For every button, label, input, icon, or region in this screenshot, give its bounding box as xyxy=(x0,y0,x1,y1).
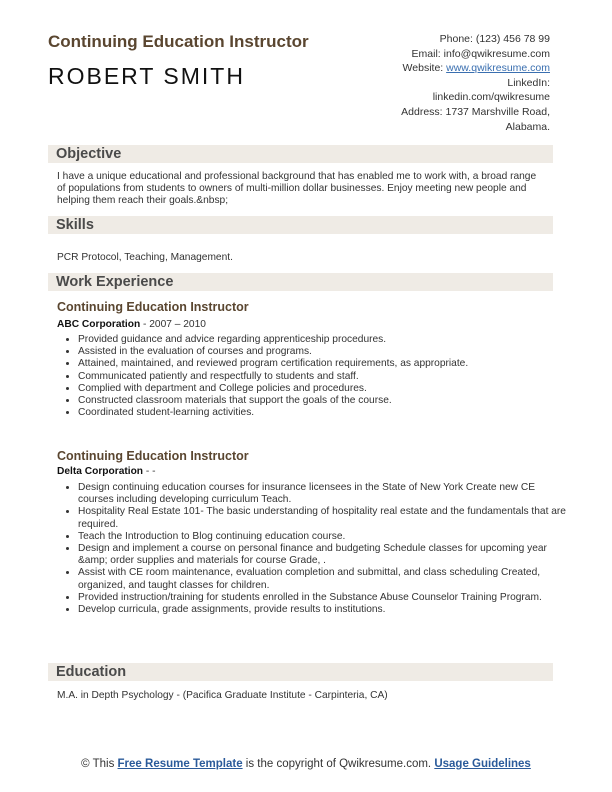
contact-email xyxy=(320,47,550,62)
job-company-line-1 xyxy=(57,319,206,330)
list-item: • Teach the Introduction to Blog continuing education course. xyxy=(78,531,568,543)
list-item: • Design continuing education courses for insurance licensees in the State of New York Create new CE courses including developing curriculum Teach. xyxy=(78,482,568,506)
job-dates-1: - 2007 – 2010 xyxy=(140,319,206,330)
free-resume-template-link[interactable]: Free Resume Template xyxy=(117,758,243,770)
footer-middle: is the copyright of Qwikresume.com. xyxy=(242,758,435,770)
phone-label: Phone: xyxy=(439,33,473,45)
list-item: • Attained, maintained, and reviewed program certification requirements, as appropriate. xyxy=(78,358,568,370)
job-title-2: Continuing Education Instructor xyxy=(57,449,249,463)
work-experience-section-header xyxy=(48,273,553,291)
education-text: M.A. in Depth Psychology - (Pacifica Graduate Institute - Carpinteria, CA) xyxy=(57,690,388,701)
contact-phone xyxy=(320,32,550,47)
footer-prefix: © This xyxy=(81,758,118,770)
website-link[interactable]: www.qwikresume.com xyxy=(446,62,550,75)
list-item: • Provided instruction/training for students enrolled in the Substance Abuse Counselor Training Program. xyxy=(78,592,568,604)
job-bullets-1 xyxy=(57,334,568,419)
list-item: • Assist with CE room maintenance, evaluation completion and submittal, and class scheduling Created, organized, and taught classes for children. xyxy=(78,567,568,591)
list-item: • Hospitality Real Estate 101- The basic understanding of hospitality real estate and the fundamentals that are required. xyxy=(78,506,568,530)
skills-heading: Skills xyxy=(56,217,94,233)
work-experience-heading: Work Experience xyxy=(56,274,174,290)
list-item: • Constructed classroom materials that support the goals of the course. xyxy=(78,395,568,407)
header-job-title: Continuing Education Instructor xyxy=(48,32,309,51)
contact-website xyxy=(320,61,550,76)
list-item: • Provided guidance and advice regarding apprenticeship procedures. xyxy=(78,334,568,346)
contact-linkedin-label: LinkedIn: xyxy=(507,76,550,89)
job-company-2: Delta Corporation xyxy=(57,466,144,477)
website-label: Website: xyxy=(402,62,444,75)
objective-section-header xyxy=(48,145,553,163)
phone-value: (123) 456 78 99 xyxy=(475,33,550,45)
list-item: • Assisted in the evaluation of courses and programs. xyxy=(78,346,568,358)
contact-address-line2: Alabama. xyxy=(505,120,550,133)
email-value: info@qwikresume.com xyxy=(443,47,550,60)
list-item: • Communicated patiently and respectfully to students and staff. xyxy=(78,371,568,383)
objective-heading: Objective xyxy=(56,146,122,162)
skills-section-header xyxy=(48,216,553,234)
education-heading: Education xyxy=(56,664,127,680)
usage-guidelines-link[interactable]: Usage Guidelines xyxy=(434,758,531,770)
job-bullets-2 xyxy=(57,482,568,616)
contact-address xyxy=(320,105,550,120)
skills-text: PCR Protocol, Teaching, Management. xyxy=(57,252,233,263)
job-company-line-2 xyxy=(57,466,156,477)
job-company-1: ABC Corporation xyxy=(57,319,141,330)
copyright-footer xyxy=(60,757,552,771)
contact-linkedin: linkedin.com/qwikresume xyxy=(432,91,550,104)
list-item: • Coordinated student-learning activities. xyxy=(78,407,568,419)
education-section-header xyxy=(48,663,553,681)
contact-block xyxy=(320,32,550,134)
address-line1: 1737 Marshville Road, xyxy=(445,105,550,118)
list-item: • Design and implement a course on personal finance and budgeting Schedule classes for upcoming year &amp; order supplies and materials for course Grade, . xyxy=(78,543,568,567)
email-label: Email: xyxy=(411,47,441,60)
candidate-name: ROBERT SMITH xyxy=(48,63,245,89)
objective-text: I have a unique educational and professional background that has enabled me to work with, a broad range of populations from students to owners of multi-million dollar businesses. Enjoy meeting new people and helping them reach their goals.&nbsp; xyxy=(57,171,537,207)
job-dates-2: - - xyxy=(143,466,156,477)
list-item: • Complied with department and College policies and procedures. xyxy=(78,383,568,395)
job-title-1: Continuing Education Instructor xyxy=(57,300,249,314)
list-item: • Develop curricula, grade assignments, provide results to institutions. xyxy=(78,604,568,616)
address-label: Address: xyxy=(401,105,443,118)
